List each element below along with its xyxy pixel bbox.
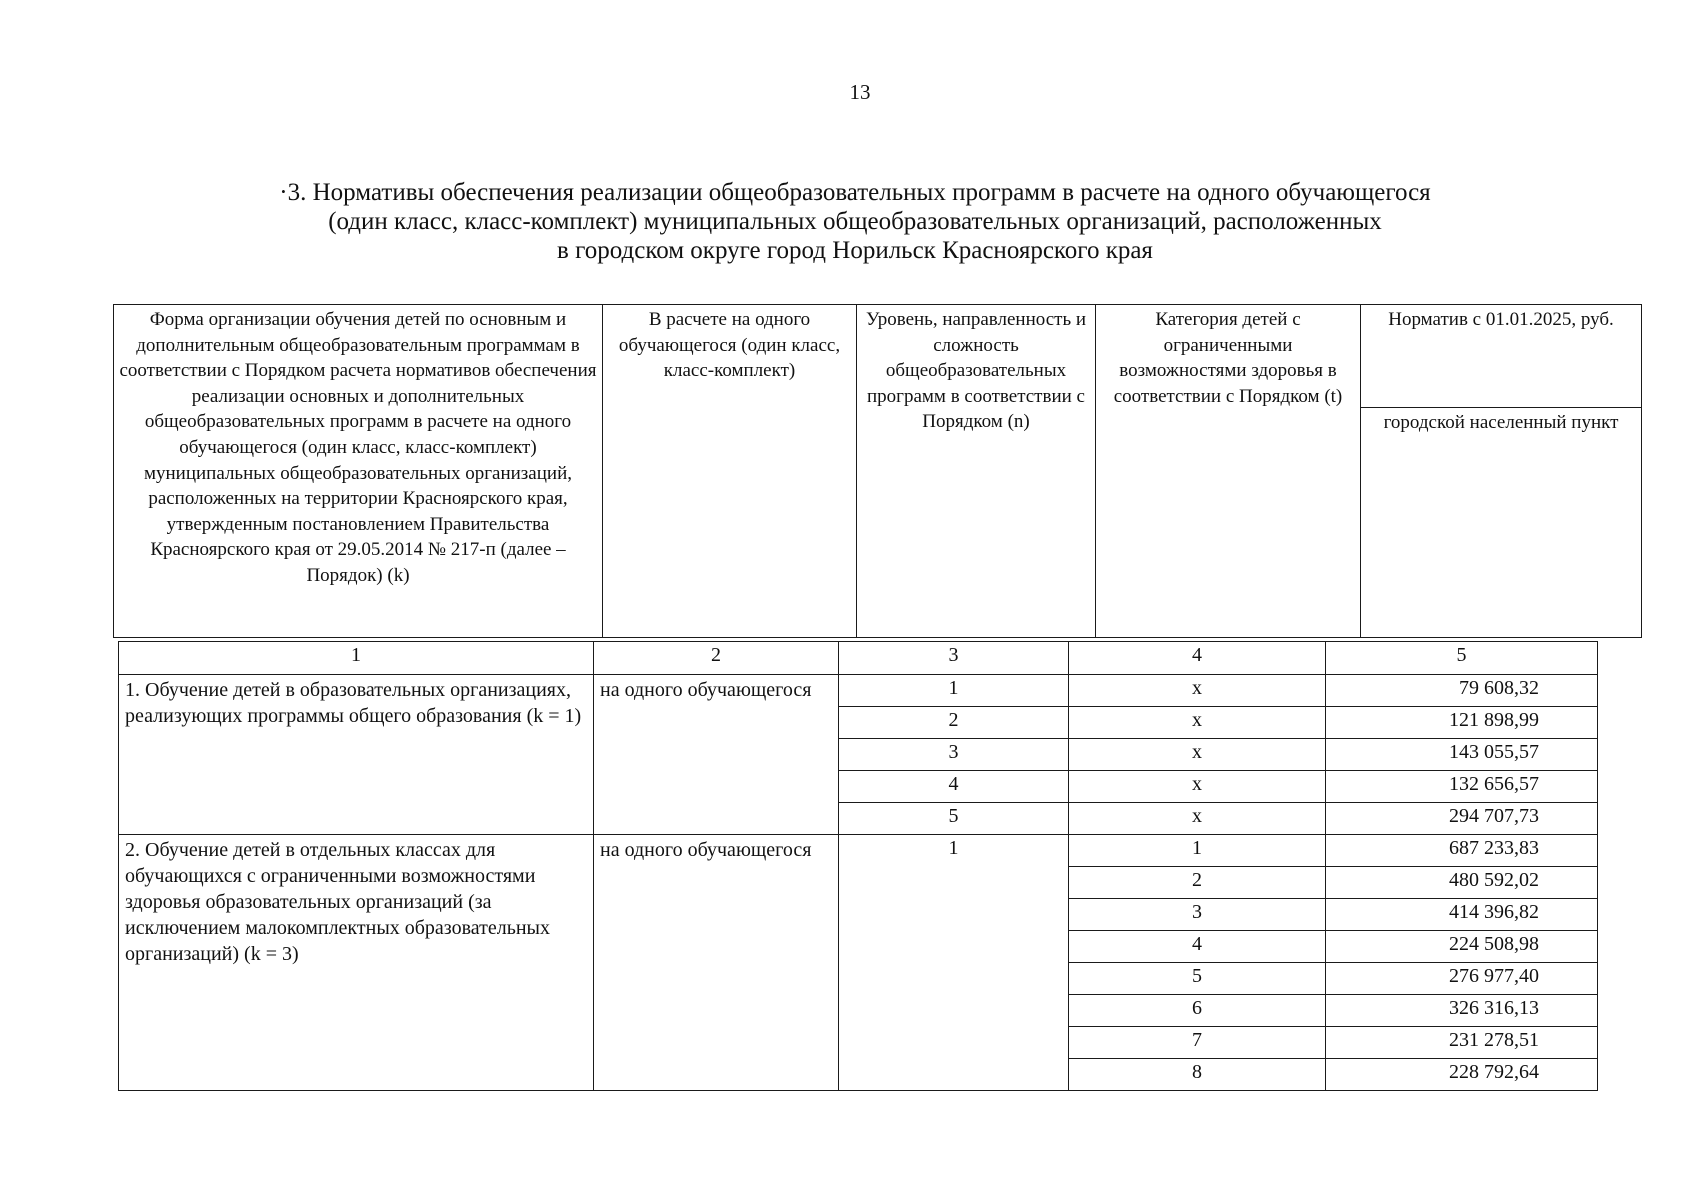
norm-value-cell: 143 055,57 — [1326, 739, 1598, 771]
category-cell: 3 — [1069, 899, 1326, 931]
category-cell: 2 — [1069, 867, 1326, 899]
level-cell: 3 — [839, 739, 1069, 771]
section1-description: 1. Обучение детей в образовательных организациях, реализующих программы общего образования (k = 1) — [119, 675, 594, 835]
level-cell: 5 — [839, 803, 1069, 835]
category-cell: х — [1069, 739, 1326, 771]
norm-value-cell: 228 792,64 — [1326, 1059, 1598, 1091]
norm-value-cell: 79 608,32 — [1326, 675, 1598, 707]
level-cell: 1 — [839, 675, 1069, 707]
category-cell: 8 — [1069, 1059, 1326, 1091]
table-header — [113, 304, 1642, 638]
column-number: 2 — [594, 642, 839, 675]
category-cell: х — [1069, 771, 1326, 803]
header-per-student: В расчете на одного обучающегося (один класс, класс-комплект) — [603, 305, 857, 638]
header-norm: Норматив с 01.01.2025, руб. — [1361, 305, 1642, 408]
document-title — [160, 178, 1550, 265]
section2-description: 2. Обучение детей в отдельных классах для обучающихся с ограниченными возможностями здоровья образовательных организаций (за исключением малокомплектных образовательных организаций) (k = 3) — [119, 835, 594, 1091]
section1-per-student: на одного обучающегося — [594, 675, 839, 835]
norms-table — [118, 641, 1598, 1091]
category-cell: 4 — [1069, 931, 1326, 963]
header-child-category: Категория детей с ограниченными возможностями здоровья в соответствии с Порядком (t) — [1096, 305, 1361, 638]
column-number: 1 — [119, 642, 594, 675]
norm-value-cell: 326 316,13 — [1326, 995, 1598, 1027]
table-row — [119, 835, 1598, 867]
section2-per-student: на одного обучающегося — [594, 835, 839, 1091]
norm-value-cell: 414 396,82 — [1326, 899, 1598, 931]
section2-level: 1 — [839, 835, 1069, 1091]
header-program-level: Уровень, направленность и сложность общеобразовательных программ в соответствии с Порядком (n) — [857, 305, 1096, 638]
title-line-2: (один класс, класс-комплект) муниципальных общеобразовательных организаций, расположенных — [328, 208, 1382, 235]
title-line-3: в городском округе город Норильск Красноярского края — [557, 237, 1153, 264]
norm-value-cell: 121 898,99 — [1326, 707, 1598, 739]
norm-value-cell: 224 508,98 — [1326, 931, 1598, 963]
norm-value-cell: 480 592,02 — [1326, 867, 1598, 899]
title-line-1: ·3. Нормативы обеспечения реализации общеобразовательных программ в расчете на одного обучающегося — [279, 179, 1431, 206]
category-cell: х — [1069, 707, 1326, 739]
level-cell: 2 — [839, 707, 1069, 739]
column-number: 5 — [1326, 642, 1598, 675]
header-form-of-education: Форма организации обучения детей по основным и дополнительным общеобразовательным программам в соответствии с Порядком расчета нормативов обеспечения реализации основных и дополнительных общеобразовательных программ в расчете на одного обучающегося (один класс, класс-комплект) муниципальных общеобразовательных организаций, расположенных на территории Красноярского края, утвержденным постановлением Правительства Красноярского края от 29.05.2014 № 217-п (далее – Порядок) (k) — [114, 305, 603, 638]
norm-value-cell: 132 656,57 — [1326, 771, 1598, 803]
category-cell: 1 — [1069, 835, 1326, 867]
page-number: 13 — [849, 80, 871, 104]
column-number: 3 — [839, 642, 1069, 675]
table-row — [119, 675, 1598, 707]
category-cell: 5 — [1069, 963, 1326, 995]
header-urban-settlement: городской населенный пункт — [1361, 408, 1642, 638]
norm-value-cell: 687 233,83 — [1326, 835, 1598, 867]
column-numbers-row — [119, 642, 1598, 675]
category-cell: 6 — [1069, 995, 1326, 1027]
level-cell: 4 — [839, 771, 1069, 803]
category-cell: х — [1069, 803, 1326, 835]
column-number: 4 — [1069, 642, 1326, 675]
category-cell: х — [1069, 675, 1326, 707]
norm-value-cell: 276 977,40 — [1326, 963, 1598, 995]
scan-gap — [677, 1096, 723, 1102]
norm-value-cell: 294 707,73 — [1326, 803, 1598, 835]
category-cell: 7 — [1069, 1027, 1326, 1059]
norm-value-cell: 231 278,51 — [1326, 1027, 1598, 1059]
